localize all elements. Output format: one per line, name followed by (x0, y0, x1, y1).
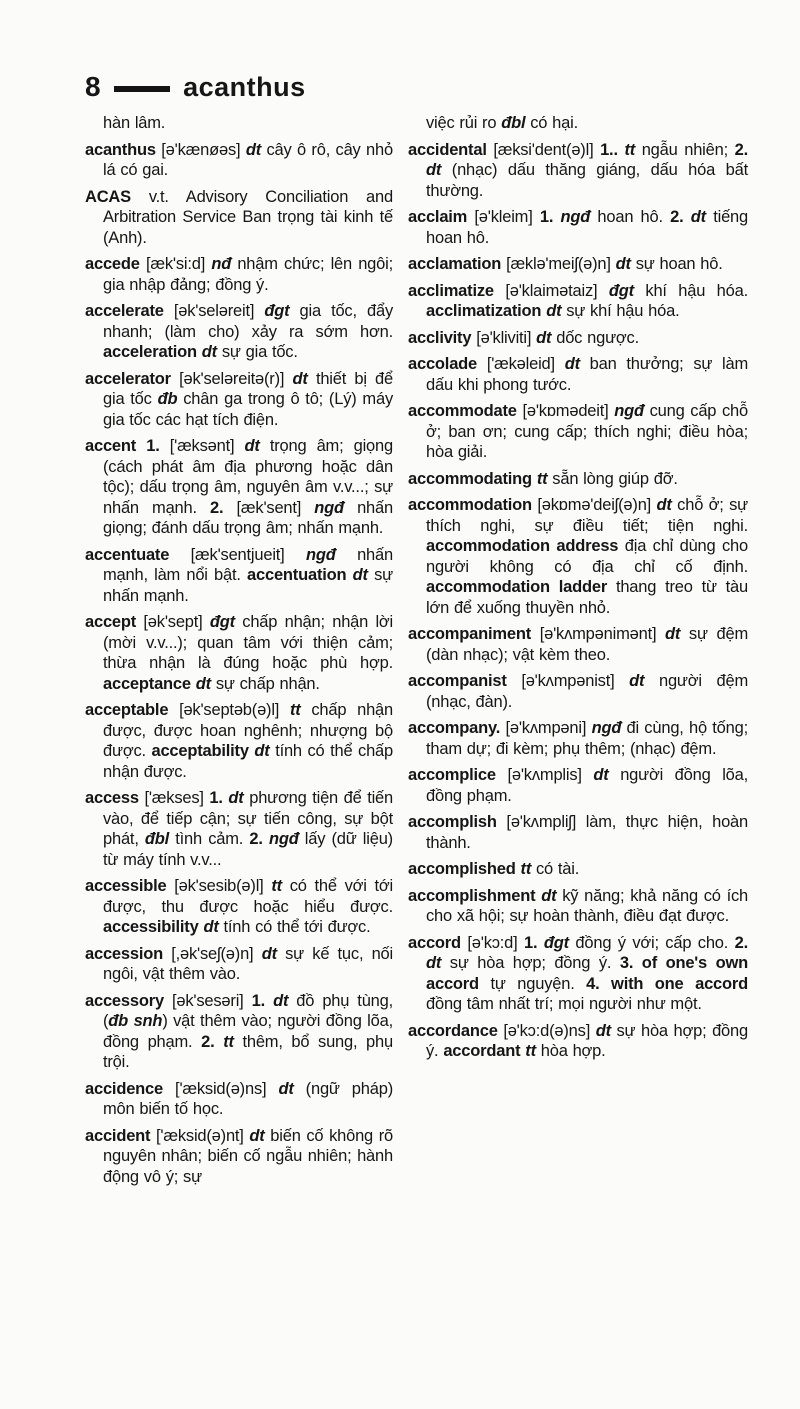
bold-text: 1.. (600, 140, 618, 159)
text: [ək'seləreitə(r)] (170, 369, 293, 388)
bold-text: acceptability (151, 742, 249, 760)
text: [,ək'seʃ(ə)n] (163, 944, 262, 963)
entry-acceptable (85, 700, 393, 782)
text: sự nhấn mạnh. (103, 566, 393, 605)
column-left (85, 113, 393, 1193)
pos-tag: đgt (608, 281, 634, 300)
entry-accomplished (408, 859, 748, 880)
bold-text: accession (85, 944, 164, 963)
text: [ək'sept] (136, 613, 210, 631)
pos-tag: tt (520, 860, 532, 878)
pos-tag: dt (228, 789, 244, 807)
bold-text: accommodation ladder (426, 578, 608, 596)
text: thang treo từ tàu lớn để xuống thuyền nhỏ. (426, 578, 748, 617)
text: [əkɒmə'deiʃ(ə)n] (531, 496, 657, 514)
text: ngẫu nhiên; (635, 140, 735, 159)
bold-text: accolade (408, 355, 478, 373)
text: sự khí hậu hóa. (561, 302, 680, 320)
bold-text: 2. (670, 208, 684, 226)
entry-accident (85, 1126, 393, 1188)
text: sự hoan hô. (630, 255, 723, 273)
entry-acclivity (408, 328, 748, 349)
text: [æk'si:d] (139, 255, 212, 273)
bold-text: acclimatize (408, 281, 494, 300)
entry-accommodation (408, 495, 748, 618)
bold-text: accelerator (85, 369, 171, 388)
text: nhấn mạnh, làm nổi bật. (103, 545, 393, 584)
pos-tag: dt (536, 328, 552, 347)
bold-text: accessible (85, 877, 167, 895)
text: thiết bị để gia tốc (103, 369, 393, 408)
text: cung cấp chỗ ở; ban ơn; cung cấp; thích nghi; điều hòa; hòa giải. (426, 402, 748, 461)
bold-text: acceptable (85, 701, 169, 719)
pos-tag: dt (244, 437, 260, 455)
entry-accomplice (408, 765, 748, 806)
entry-accompaniment (408, 624, 748, 665)
text: [æk'sentjueit] (169, 545, 306, 564)
text: đồng tâm nhất trí; mọi người như một. (426, 995, 702, 1013)
bold-text: accordant (443, 1042, 521, 1060)
bold-text: accidental (408, 140, 487, 159)
text (215, 1033, 224, 1051)
text: ['ækses] (138, 789, 210, 807)
bold-text: accommodate (408, 402, 517, 420)
header-rule (114, 86, 170, 92)
text: chấp nhận; nhận lời (mời v.v...); quan tâm với thiện cảm; thừa nhận là đúng hoặc phù hợp. (103, 613, 393, 672)
text (265, 992, 273, 1010)
text: [ə'kʌmpliʃ] làm, thực hiện, hoàn thành. (426, 813, 748, 852)
bold-text: acceleration (103, 343, 197, 361)
entry-accessory (85, 991, 393, 1073)
pos-tag: tt (525, 1042, 536, 1060)
text: [ə'kleim] (467, 208, 540, 226)
bold-text: 3. of one's own accord (426, 954, 748, 993)
text: [ə'klaimətaiz] (493, 281, 609, 300)
text: [ə'kʌmpəni] (500, 719, 592, 737)
pos-tag: dt (245, 140, 262, 159)
text: sự hòa hợp; đồng ý. (441, 954, 620, 972)
pos-tag: dt (615, 255, 631, 273)
text: tính có thể chấp nhận được. (103, 742, 394, 781)
entry-accidental (408, 140, 748, 202)
pos-tag: đbl (501, 114, 526, 132)
text: khí hậu hóa. (633, 281, 748, 300)
text: [æksi'dent(ə)l] (486, 140, 601, 159)
pos-tag: đgt (209, 613, 235, 631)
bold-text: 2. (210, 498, 224, 517)
text: người đệm (nhạc, đàn). (426, 672, 748, 711)
entry-accessible (85, 876, 393, 938)
pos-tag: dt (656, 496, 672, 514)
text: cây ô rô, cây nhỏ lá có gai. (103, 140, 393, 179)
text: [ə'kliviti] (471, 328, 537, 347)
pos-tag: dt (546, 302, 562, 320)
bold-text: accomplish (408, 813, 497, 831)
pos-tag: tt (271, 877, 282, 895)
entry-accomplishment (408, 886, 748, 927)
entry-acclamation (408, 254, 748, 275)
pos-tag: dt (541, 886, 557, 905)
text: [ə'kɔ:d(ə)ns] (497, 1021, 596, 1040)
pos-tag: dt (273, 991, 289, 1010)
text: có thể với tới được, thu được hoặc hiểu được. (103, 877, 393, 916)
pos-tag: dt (254, 742, 270, 760)
pos-tag: dt (665, 625, 681, 643)
bold-text: 4. with one accord (586, 974, 748, 993)
bold-text: accede (85, 255, 140, 273)
pos-tag: ngđ (306, 545, 336, 564)
text: sự kế tục, nối ngôi, vật thêm vào. (103, 944, 393, 983)
text: tiếng hoan hô. (426, 208, 748, 247)
text: lấy (dữ liệu) từ máy tính v.v... (103, 830, 393, 869)
entry-accord (408, 933, 748, 1015)
bold-text: 2. (734, 140, 748, 159)
pos-tag: dt (352, 566, 368, 584)
text: (ngữ pháp) môn biến tố học. (103, 1079, 394, 1118)
entry-acanthus (85, 140, 393, 181)
text: thêm, bổ sung, phụ trội. (103, 1032, 393, 1071)
pos-tag: ngđ (591, 719, 622, 737)
pos-tag: tt (624, 140, 636, 159)
text: ['ækəleid] (477, 355, 565, 373)
pos-tag: ngđ (614, 402, 644, 420)
bold-text: accomplice (408, 766, 496, 784)
text: hoan hô. (590, 208, 671, 226)
text: [ək'seləreit] (163, 302, 265, 320)
bold-text: accomplishment (408, 886, 536, 905)
pos-tag: dt (203, 918, 219, 936)
bold-text: acanthus (85, 140, 156, 159)
text: [ə'kʌmplis] (495, 766, 594, 784)
text: [æklə'meiʃ(ə)n] (501, 255, 616, 273)
entry-accept (85, 612, 393, 694)
text: gia tốc, đẩy nhanh; (làm cho) xảy ra sớm hơn. (103, 302, 393, 341)
text: hàn lâm. (103, 114, 166, 132)
columns-container (85, 113, 748, 1193)
bold-text: acceptance (103, 674, 191, 693)
entry-accompany (408, 718, 748, 759)
bold-text: accommodation address (426, 537, 619, 555)
bold-text: accomplished (408, 860, 516, 878)
bold-text: 1. (251, 991, 265, 1010)
pos-tag: dt (564, 355, 580, 373)
bold-text: accommodating (408, 469, 532, 488)
text: tự nguyện. (478, 974, 587, 993)
text: đi cùng, hộ tống; tham dự; đi kèm; phụ thêm; (nhạc) đệm. (426, 719, 748, 758)
pos-tag: dt (201, 343, 217, 361)
column-right (408, 113, 748, 1193)
entry-accolade (408, 354, 748, 395)
bold-text: accompanist (408, 672, 507, 690)
pos-tag: đb (157, 390, 178, 408)
text: đồng ý với; cấp cho. (568, 933, 735, 952)
bold-text: ACAS (85, 187, 131, 206)
bold-text: accident (85, 1126, 151, 1145)
text: [ə'kɔ:d] (460, 933, 525, 952)
text: [æk'sent] (223, 498, 315, 517)
entry-accelerate (85, 301, 393, 363)
pos-tag: dt (195, 674, 211, 693)
text: sự gia tốc. (216, 343, 298, 361)
bold-text: acclivity (408, 328, 472, 347)
text: sự đệm (dàn nhạc); vật kèm theo. (426, 625, 748, 664)
text: sẵn lòng giúp đỡ. (547, 469, 678, 488)
pos-tag: đb snh (108, 1012, 163, 1030)
pos-tag: tt (289, 701, 301, 719)
pos-tag: dt (595, 1021, 611, 1040)
text: hòa hợp. (535, 1042, 606, 1060)
entry-accommodate (408, 401, 748, 463)
entry-accession (85, 944, 393, 985)
text: [ək'sesəri] (163, 991, 252, 1010)
text: [ək'septəb(ə)l] (168, 701, 290, 719)
pos-tag: dt (593, 766, 609, 784)
text: đồ phụ tùng, ( (103, 991, 394, 1030)
text: việc rủi ro (426, 114, 502, 132)
text: địa chỉ dùng cho người không có địa chỉ cố định. (426, 537, 748, 576)
bold-text: 2. (201, 1032, 215, 1051)
bold-text: accord (408, 933, 461, 952)
text: có tài. (531, 860, 580, 878)
entry-accentuate (85, 545, 393, 607)
text: chỗ ở; sự thích nghi, sự điều tiết; tiện nghi. (426, 496, 748, 535)
bold-text: 2. (734, 933, 749, 952)
pos-tag: dt (249, 1126, 265, 1145)
bold-text: acclimatization (426, 302, 542, 320)
entry-accelerator (85, 369, 393, 431)
text: ban thưởng; sự làm dấu khi phong tước. (426, 355, 748, 394)
pos-tag: dt (690, 208, 706, 226)
pos-tag: đgt (264, 302, 290, 320)
entry-accidence (85, 1079, 393, 1120)
bold-text: accidence (85, 1079, 164, 1098)
pos-tag: dt (426, 161, 442, 179)
bold-text: accentuate (85, 545, 170, 564)
text: ['æksid(ə)ns] (163, 1079, 279, 1098)
pos-tag: dt (426, 954, 442, 972)
text: (nhạc) dấu thăng giáng, dấu hóa bất thường. (426, 161, 748, 200)
text: v.t. Advisory Conciliation and Arbitration Service Ban trọng tài kinh tế (Anh). (103, 187, 393, 247)
pos-tag: đgt (543, 933, 569, 952)
pos-tag: đbl (144, 830, 170, 848)
text: có hại. (525, 114, 578, 132)
text: [ək'sesib(ə)l] (166, 877, 272, 895)
pos-tag: tt (536, 469, 548, 488)
bold-text: 1. (539, 208, 554, 226)
entry-accent (85, 436, 393, 539)
text: nhậm chức; lên ngôi; gia nhập đảng; đồng ý. (103, 255, 393, 294)
text: kỹ năng; khả năng có ích cho xã hội; sự hoàn thành, điều đạt được. (426, 886, 748, 925)
text: [ə'kʌmpənist] (506, 672, 630, 690)
text: [ə'kɒmədeit] (516, 402, 615, 420)
text: người đồng lõa, đồng phạm. (426, 766, 748, 805)
entry-accede (85, 254, 393, 295)
entry-accomplish (408, 812, 748, 853)
text: ['æksid(ə)nt] (150, 1126, 250, 1145)
entry-accompanist (408, 671, 748, 712)
pos-tag: ngđ (560, 208, 591, 226)
entry-acclimatize (408, 281, 748, 322)
entry-cont-han-lam (85, 113, 393, 134)
bold-text: accentuation (247, 566, 347, 584)
text: dốc ngược. (551, 328, 639, 347)
text: sự hòa hợp; đồng ý. (426, 1021, 748, 1060)
text: nhấn giọng; đánh dấu trọng âm; nhấn mạnh. (103, 498, 393, 537)
text: [ə'kænøəs] (155, 140, 246, 159)
text (684, 208, 691, 226)
bold-text: accessibility (103, 918, 199, 936)
text: ['æksənt] (159, 437, 245, 455)
page-header (85, 70, 748, 104)
page-headword: acanthus (183, 71, 306, 102)
text: tình cảm. (169, 830, 250, 848)
text: phương tiện để tiến vào, để tiếp cận; sự tiến công, sự bột phát, (103, 789, 394, 848)
text: ) vật thêm vào; người đồng lõa, đồng phạm. (103, 1012, 393, 1051)
text: biến cố không rõ nguyên nhân; biến cố ngẫu nhiên; hành động vô ý; sự (103, 1126, 393, 1186)
pos-tag: dt (292, 369, 308, 388)
entry-acas (85, 187, 393, 249)
pos-tag: tt (223, 1032, 234, 1051)
text: chấp nhận được, được hoan nghênh; nhượng bộ được. (103, 701, 393, 760)
pos-tag: ngđ (314, 498, 344, 517)
entry-access (85, 788, 393, 870)
bold-text: accompany. (408, 719, 501, 737)
bold-text: accent 1. (85, 437, 160, 455)
pos-tag: dt (629, 672, 645, 690)
entry-acclaim (408, 207, 748, 248)
text: trọng âm; giọng (cách phát âm địa phương hoặc dân tộc); dấu trọng âm, nguyên âm v.v...; sự nhấn mạnh. (103, 437, 393, 517)
page-number: 8 (85, 71, 102, 102)
bold-text: 2. (249, 830, 263, 848)
pos-tag: dt (261, 944, 277, 963)
bold-text: accordance (408, 1021, 498, 1040)
bold-text: accelerate (85, 302, 164, 320)
pos-tag: nđ (211, 255, 232, 273)
pos-tag: dt (278, 1079, 294, 1098)
text: chân ga trong ô tô; (Lý) máy gia tốc các hạt tích điện. (103, 390, 394, 429)
bold-text: 1. (209, 789, 223, 807)
text: [ə'kʌmpənimənt] (531, 625, 666, 643)
bold-text: accept (85, 613, 137, 631)
text: sự chấp nhận. (210, 674, 320, 693)
bold-text: accompaniment (408, 625, 532, 643)
bold-text: acclaim (408, 208, 468, 226)
text (553, 208, 560, 226)
pos-tag: ngđ (268, 830, 299, 848)
text: tính có thể tới được. (218, 918, 371, 936)
entry-accordance (408, 1021, 748, 1062)
entry-accommodating (408, 469, 748, 490)
bold-text: access (85, 789, 139, 807)
bold-text: accessory (85, 991, 164, 1010)
bold-text: acclamation (408, 255, 502, 273)
bold-text: 1. (524, 933, 538, 952)
entry-cont-viec-rui-ro (408, 113, 748, 134)
bold-text: accommodation (408, 496, 532, 514)
